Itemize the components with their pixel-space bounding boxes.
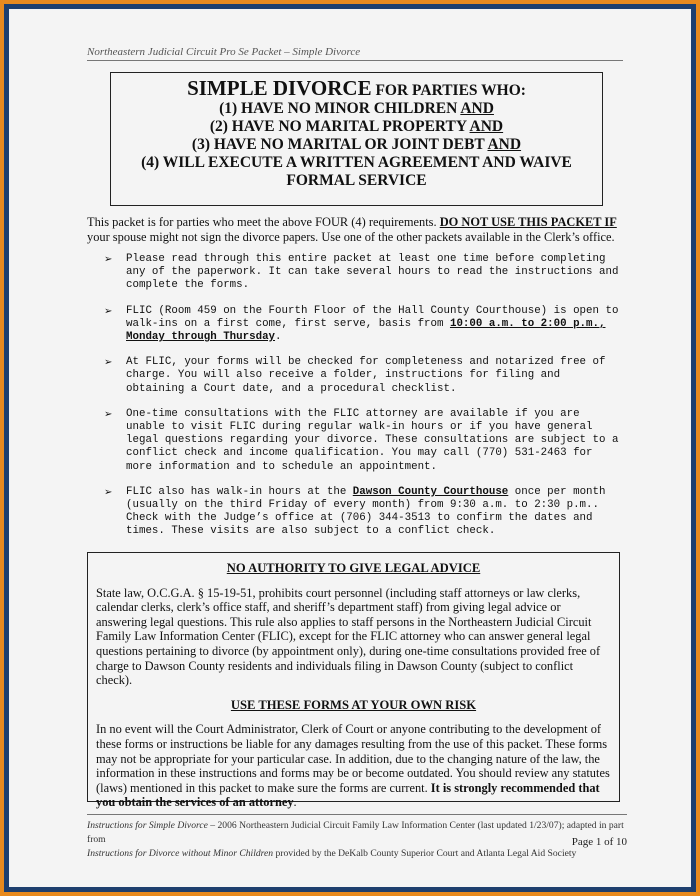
attorney-recommendation: It is strongly recommended that you obtain the services of an attorney [96,780,600,810]
requirement-1: (1) HAVE NO MINOR CHILDREN [219,100,461,117]
running-header: Northeastern Judicial Circuit Pro Se Packet – Simple Divorce [87,46,623,61]
bullet-text: Please read through this entire packet at least one time before completing any of the paperwork. It can take several hours to read the instructions and complete the forms. [126,253,619,292]
intro-text-1: This packet is for parties who meet the above FOUR (4) requirements. [87,215,440,229]
title-line-4 [111,136,602,154]
bullet-text-part: FLIC also has walk-in hours at the [126,485,353,498]
title-main: SIMPLE DIVORCE [187,76,372,100]
and-3: AND [487,136,522,153]
title-line-2 [111,100,602,118]
page-number: Page 1 of 10 [571,836,627,848]
bullet-text-part: FLIC (Room 459 on the Fourth Floor of the Hall County Courthouse) is open to walk-ins on a first come, first serve, basis from [126,304,619,330]
footer-line-1 [87,819,627,847]
title-box [110,72,603,206]
title-line-3 [111,118,602,136]
courthouse-emphasis: Dawson County Courthouse [352,485,509,498]
notice-heading-own-risk: USE THESE FORMS AT YOUR OWN RISK [230,697,477,712]
bullet-text: At FLIC, your forms will be checked for completeness and notarized free of charge. You will also receive a folder, instructions for filing and obtaining a Court date, and a procedural checklist. [126,356,606,395]
bullet-text [126,486,624,539]
hours-emphasis: 10:00 a.m. to 2:00 p.m., Monday through Thursday [126,317,606,344]
title-sub: FOR PARTIES WHO: [371,82,526,99]
own-risk-text-end: . [293,795,297,810]
page-footer [87,814,627,861]
arrow-bullet-icon: ➢ [104,305,113,317]
footer-text-2: provided by the DeKalb County Superior Court and Atlanta Legal Aid Society [273,848,577,859]
bullet-item [104,486,624,539]
arrow-bullet-icon: ➢ [104,486,113,498]
footer-line-2 [87,847,627,861]
bullet-text [126,305,624,345]
notice-heading-legal-advice: NO AUTHORITY TO GIVE LEGAL ADVICE [226,561,481,575]
document-page [9,9,691,887]
bullet-item [104,253,624,293]
notice-paragraph-own-risk [96,722,611,810]
bullet-list [104,253,624,551]
bullet-text-part: . [275,331,282,344]
requirement-2: (2) HAVE NO MARITAL PROPERTY [209,118,470,135]
arrow-bullet-icon: ➢ [104,357,113,369]
intro-warning: DO NOT USE THIS PACKET IF [439,215,617,229]
title-line-1 [111,76,602,100]
intro-text-2: your spouse might not sign the divorce papers. Use one of the other packets available in the Clerk’s office. [87,230,615,244]
notice-paragraph-legal-advice: State law, O.C.G.A. § 15-19-51, prohibits court personnel (including staff attorneys or law clerks, calendar clerks, clerk’s office staff, and sheriff’s department staff) from giving legal advice or answering legal questions. This rule also applies to staff persons in the Northeastern Judicial Circuit Family Law Information Center (FLIC), except for the FLIC attorney who can answer general legal questions pertaining to divorce (by appointment only), during one-time consultations provided free of charge to Dawson County residents and individuals filing in Dawson County (subject to conflict check). [96,585,601,688]
and-1: AND [460,100,494,117]
own-risk-text: In no event will the Court Administrator, Clerk of Court or anyone contributing to the development of these forms or instructions be liable for any damages resulting from the use of this packet. These forms may not be appropriate for your particular case. In addition, due to the changing nature of the law, the information in these instructions and forms may be or become outdated. You should review any statutes (laws) mentioned in this packet to make sure the forms are current. [96,722,610,795]
footer-title-1: Instructions for Simple Divorce [87,820,208,831]
requirement-3: (3) HAVE NO MARITAL OR JOINT DEBT [191,136,488,153]
footer-text-1: – 2006 Northeastern Judicial Circuit Family Law Information Center (last updated 1/23/07); adapted in part from [87,820,624,845]
arrow-bullet-icon: ➢ [104,254,113,265]
bullet-item [104,356,624,396]
bullet-item [104,408,624,474]
legal-notice-box [87,552,620,810]
and-2: AND [469,118,504,135]
arrow-bullet-icon: ➢ [104,408,113,420]
bullet-text: One-time consultations with the FLIC attorney are available if you are unable to visit FLIC during regular walk-in hours or if you have general legal questions regarding your divorce. These consultations are subject to a conflict check and income qualification. You may call (770) 531-2463 for more information and to schedule an appointment. [126,407,619,473]
title-line-5: (4) WILL EXECUTE A WRITTEN AGREEMENT AND WAIVE [141,154,572,171]
intro-paragraph [87,215,627,245]
bullet-text-part: once per month (usually on the third Friday of every month) from 9:30 a.m. to 2:30 p.m.. Check with the Judge’s office at (706) 344-3513 to confirm the dates and times. These visits are also subject to a conflict check. [126,485,606,538]
bullet-item [104,305,624,345]
title-line-6: FORMAL SERVICE [286,172,427,189]
footer-title-2: Instructions for Divorce without Minor Children [87,848,274,859]
